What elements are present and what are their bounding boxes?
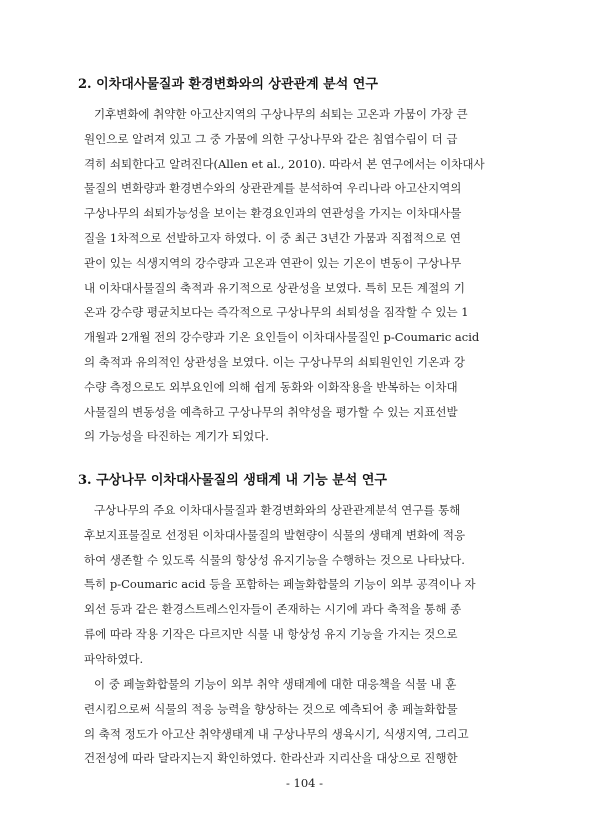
text-line: 의 축적 정도가 아고산 취약생태계 내 구상나무의 생육시기, 식생지역, 그리고 [84, 726, 469, 741]
text-line: 이 중 페놀화합물의 기능이 외부 취약 생태계에 대한 대응책을 식물 내 훈 [94, 677, 457, 691]
section-3-paragraph-1 [84, 498, 530, 672]
text-line: 관이 있는 식생지역의 강수량과 고온과 연관이 있는 기온이 변동이 구상나무 [84, 255, 462, 270]
text-line: 파악하였다. [84, 651, 144, 666]
text-line: 의 가능성을 타진하는 계기가 되었다. [84, 429, 269, 444]
section-3-paragraph-2 [84, 672, 530, 771]
text-line: 후보지표물질로 선정된 이차대사물질의 발현량이 식물의 생태계 변화에 적응 [84, 527, 466, 542]
text-line: 원인으로 알려져 있고 그 중 가뭄에 의한 구상나무와 같은 침엽수림이 더 급 [84, 131, 458, 146]
text-line: 하여 생존할 수 있도록 식물의 항상성 유지기능을 수행하는 것으로 나타났다. [84, 552, 465, 567]
text-line: 사물질의 변동성을 예측하고 구상나무의 취약성을 평가할 수 있는 지표선발 [84, 404, 458, 419]
text-line: 질을 1차적으로 선발하고자 하였다. 이 중 최근 3년간 가뭄과 직접적으로 연 [84, 230, 462, 245]
text-line: 내 이차대사물질의 축적과 유기적으로 상관성을 보였다. 특히 모든 계절의 기 [84, 280, 465, 295]
text-line: 외선 등과 같은 환경스트레스인자들이 존재하는 시기에 과다 축적을 통해 종 [84, 602, 462, 617]
text-line: 구상나무의 주요 이차대사물질과 환경변화와의 상관관계분석 연구를 통해 [94, 503, 461, 517]
section-3-heading: 3. 구상나무 이차대사물질의 생태계 내 기능 분석 연구 [78, 473, 387, 488]
text-line: 물질의 변화량과 환경변수와의 상관관계를 분석하여 우리나라 아고산지역의 [84, 181, 462, 196]
text-line: 련시킴으로써 식물의 적응 능력을 향상하는 것으로 예측되어 총 페놀화합물 [84, 701, 458, 716]
text-line: 격히 쇠퇴한다고 알려진다(Allen et al., 2010). 따라서 본 연구에서는 이차대사 [84, 156, 485, 171]
text-line: 건전성에 따라 달라지는지 확인하였다. 한라산과 지리산을 대상으로 진행한 [84, 751, 458, 766]
text-line: 기후변화에 취약한 아고산지역의 구상나무의 쇠퇴는 고온과 가뭄이 가장 큰 [94, 107, 468, 121]
text-line: 개월과 2개월 전의 강수량과 기온 요인들이 이차대사물질인 p-Coumaric acid [84, 330, 480, 345]
text-line: 구상나무의 쇠퇴가능성을 보이는 환경요인과의 연관성을 가지는 이차대사물 [84, 206, 462, 221]
text-line: 특히 p-Coumaric acid 등을 포함하는 페놀화합물의 기능이 외부 공격이나 자 [84, 577, 476, 592]
text-line: 수량 측정으로도 외부요인에 의해 쉽게 동화와 이화작용을 반복하는 이차대 [84, 379, 458, 394]
text-line: 온과 강수량 평균치보다는 즉각적으로 구상나무의 쇠퇴성을 짐작할 수 있는 1 [84, 305, 469, 320]
section-2-paragraph [84, 102, 530, 449]
section-2-heading: 2. 이차대사물질과 환경변화와의 상관관계 분석 연구 [78, 77, 378, 92]
text-line: 의 축적과 유의적인 상관성을 보였다. 이는 구상나무의 쇠퇴원인인 기온과 강 [84, 354, 465, 369]
text-line: 류에 따라 작용 기작은 다르지만 식물 내 항상성 유지 기능을 가지는 것으로 [84, 626, 458, 641]
page-number: - 104 - [285, 776, 324, 790]
